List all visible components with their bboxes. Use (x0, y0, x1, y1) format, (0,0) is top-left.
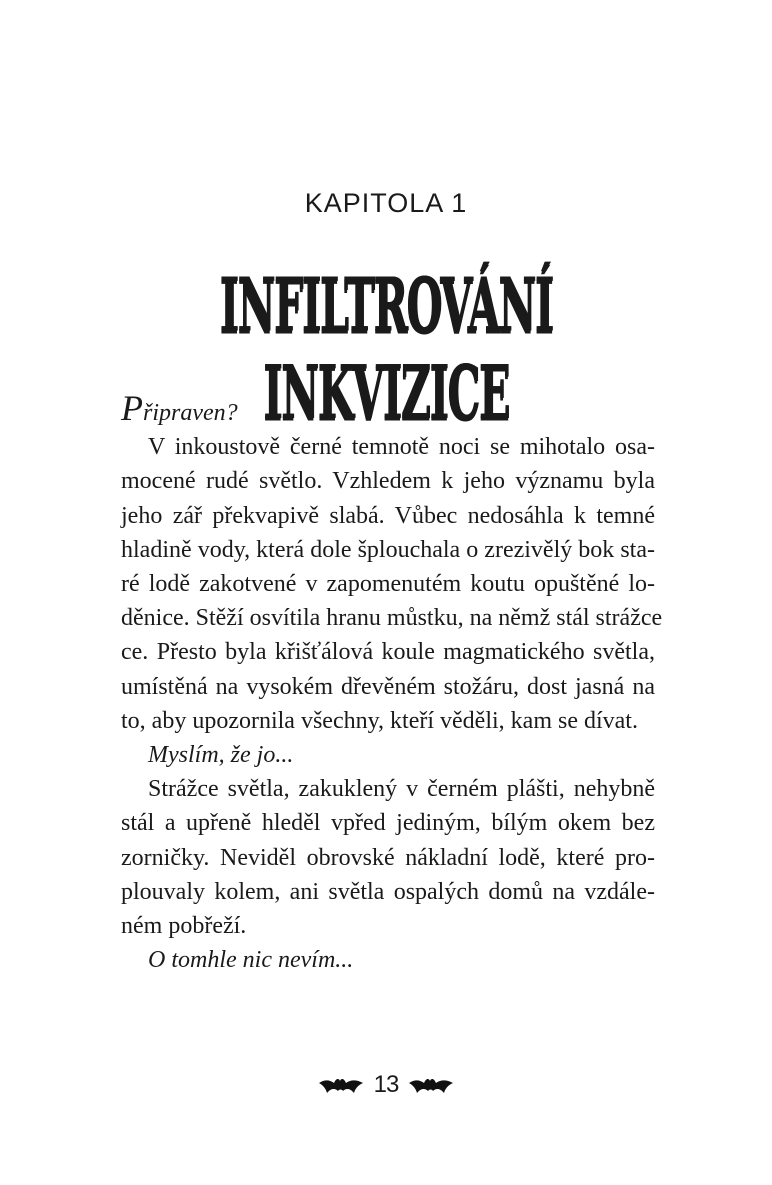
text-line: ce. Přesto byla křišťálová koule magmatického světla, (121, 639, 655, 666)
body-text (121, 388, 663, 977)
text-line: Strážce světla, zakuklený v černém plášti, nehybně (148, 776, 655, 803)
chapter-label: KAPITOLA 1 (304, 188, 468, 218)
page-footer (0, 1071, 772, 1099)
italic-thought: Myslím, že jo... (148, 742, 294, 769)
text-line: ré lodě zakotvené v zapomenutém koutu opuštěné lo- (121, 571, 655, 598)
text-line: zorničky. Neviděl obrovské nákladní lodě, které pro- (121, 844, 655, 871)
chapter-title: INFILTROVÁNÍ INKVIZICE (219, 262, 553, 437)
bat-icon (318, 1074, 364, 1096)
text-line: plouvaly kolem, ani světla ospalých domů na vzdále- (121, 878, 655, 905)
text-line: mocené rudé světlo. Vzhledem k jeho významu byla (121, 468, 655, 495)
text-line: jeho zář překvapivě slabá. Vůbec nedosáhla k temné (121, 502, 655, 529)
text-line: umístěná na vysokém dřevěném stožáru, dost jasná na (121, 673, 655, 700)
bat-icon (408, 1074, 454, 1096)
page-number: 13 (373, 1071, 399, 1098)
text-line: ném pobřeží. (121, 913, 247, 940)
text-line: to, aby upozornila všechny, kteří věděli, kam se dívat. (121, 707, 638, 734)
text-line: hladině vody, která dole šplouchala o zrezivělý bok sta- (121, 536, 655, 563)
text-line: stál a upřeně hleděl vpřed jediným, bílým okem bez (121, 810, 655, 837)
opening-rest: řipraven? (143, 400, 238, 426)
text-line: V inkoustově černé temnotě noci se mihotalo osa- (148, 434, 655, 461)
text-line: děnice. Stěží osvítila hranu můstku, na němž stál strážce (121, 605, 663, 632)
opening-line (121, 388, 655, 430)
drop-cap: P (121, 388, 143, 428)
italic-thought: O tomhle nic nevím... (148, 947, 354, 974)
